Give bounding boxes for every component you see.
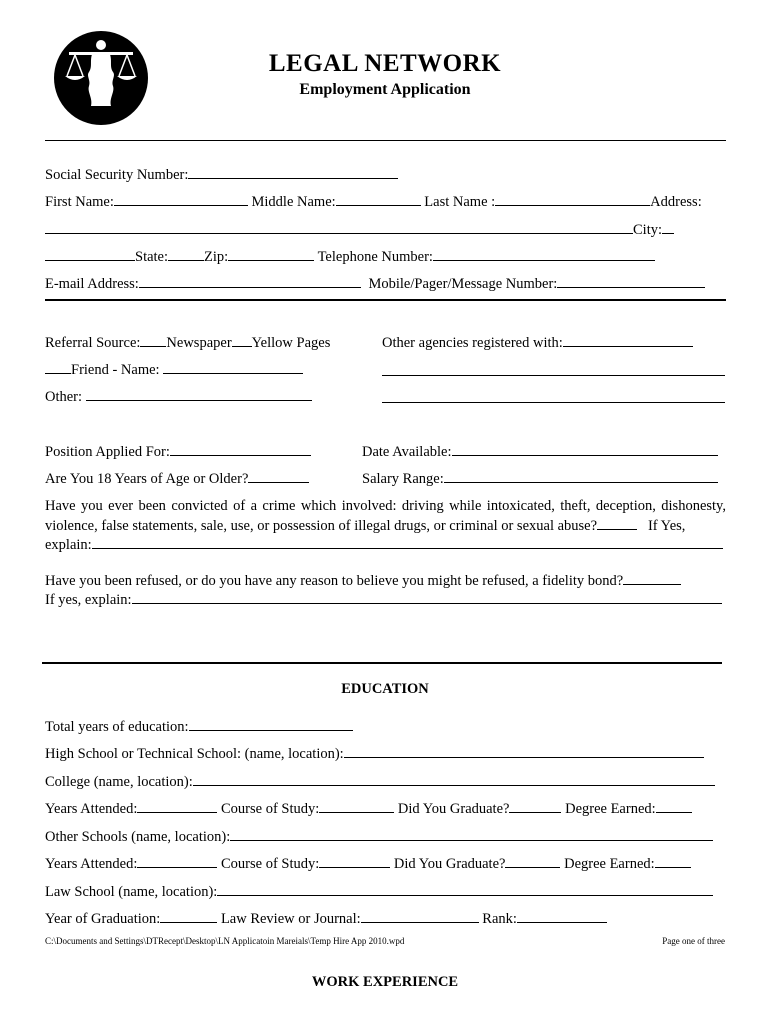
age-label: Are You 18 Years of Age or Older? [45, 471, 249, 487]
graduate-field[interactable] [509, 799, 561, 813]
college-details-row [45, 799, 692, 818]
rank-label: Rank: [482, 911, 517, 927]
bond-explain-row [45, 590, 722, 609]
position-row [45, 442, 311, 461]
mobile-label: Mobile/Pager/Message Number: [368, 276, 558, 292]
crime-question [45, 497, 726, 535]
email-label: E-mail Address: [45, 276, 139, 292]
other-agencies-row [382, 333, 693, 352]
ssn-label: Social Security Number: [45, 167, 189, 183]
total-years-field[interactable] [189, 717, 353, 731]
course-label: Course of Study: [221, 801, 320, 817]
law-school-label: Law School (name, location): [45, 884, 218, 900]
years-attended-field-2[interactable] [137, 854, 217, 868]
middle-name-field[interactable] [336, 192, 421, 206]
telephone-field[interactable] [433, 247, 655, 261]
other-row [45, 387, 312, 406]
high-school-field[interactable] [344, 744, 704, 758]
bond-answer-field[interactable] [623, 571, 681, 585]
bond-explain-label: If yes, explain: [45, 592, 132, 608]
other-schools-label: Other Schools (name, location): [45, 829, 231, 845]
telephone-label: Telephone Number: [317, 249, 433, 265]
bond-question-text: Have you been refused, or do you have any reason to believe you might be refused, a fidelity bond? [45, 573, 624, 589]
referral-row [45, 333, 330, 352]
friend-row [45, 360, 303, 379]
bond-explain-field[interactable] [132, 590, 722, 604]
other-agencies-line-3[interactable] [382, 402, 725, 403]
age-row [45, 469, 309, 488]
high-school-row [45, 744, 704, 763]
city-field-cont[interactable] [45, 247, 135, 261]
degree-label: Degree Earned: [565, 801, 656, 817]
crime-explain-row [45, 535, 723, 554]
date-available-label: Date Available: [362, 444, 452, 460]
newspaper-check[interactable] [140, 333, 166, 347]
salary-label: Salary Range: [362, 471, 444, 487]
name-row [45, 192, 702, 211]
zip-label: Zip: [204, 249, 229, 265]
if-yes-label: If Yes, [647, 517, 686, 534]
graduate-field-2[interactable] [505, 854, 560, 868]
state-field[interactable] [168, 247, 204, 261]
age-field[interactable] [248, 469, 309, 483]
friend-name-field[interactable] [163, 360, 303, 374]
mobile-field[interactable] [557, 274, 705, 288]
crime-explain-field[interactable] [92, 535, 723, 549]
ssn-field[interactable] [188, 165, 398, 179]
footer-page-number: Page one of three [662, 936, 725, 946]
total-years-label: Total years of education: [45, 719, 189, 735]
first-name-label: First Name: [45, 194, 114, 210]
section-divider-2 [42, 662, 722, 664]
friend-check[interactable] [45, 360, 71, 374]
date-available-field[interactable] [452, 442, 718, 456]
other-schools-details-row [45, 854, 691, 873]
ssn-row [45, 165, 398, 184]
rank-field[interactable] [517, 909, 607, 923]
work-experience-heading: WORK EXPERIENCE [311, 974, 459, 990]
section-divider-1 [45, 299, 726, 301]
address-field[interactable] [45, 220, 633, 234]
graduate-label-2: Did You Graduate? [393, 856, 506, 872]
address-label: Address: [650, 194, 702, 210]
years-attended-label-2: Years Attended: [45, 856, 138, 872]
first-name-field[interactable] [114, 192, 248, 206]
year-grad-label: Year of Graduation: [45, 911, 161, 927]
college-row [45, 772, 715, 791]
last-name-field[interactable] [495, 192, 650, 206]
degree-field[interactable] [656, 799, 692, 813]
other-agencies-line-2[interactable] [382, 375, 725, 376]
education-heading: EDUCATION [341, 681, 429, 697]
year-grad-field[interactable] [160, 909, 217, 923]
position-field[interactable] [170, 442, 311, 456]
graduate-label: Did You Graduate? [397, 801, 510, 817]
email-field[interactable] [139, 274, 361, 288]
middle-name-label: Middle Name: [251, 194, 336, 210]
degree-field-2[interactable] [655, 854, 691, 868]
course-field-2[interactable] [319, 854, 390, 868]
address-row [45, 220, 674, 239]
course-label-2: Course of Study: [221, 856, 320, 872]
course-field[interactable] [319, 799, 394, 813]
years-attended-label: Years Attended: [45, 801, 138, 817]
other-label: Other: [45, 389, 83, 405]
other-agencies-field[interactable] [563, 333, 693, 347]
referral-source-label: Referral Source: [45, 335, 141, 351]
city-label: City: [633, 222, 663, 238]
zip-field[interactable] [228, 247, 314, 261]
bond-row [45, 571, 681, 590]
position-label: Position Applied For: [45, 444, 170, 460]
email-row [45, 274, 705, 293]
other-schools-field[interactable] [230, 827, 713, 841]
salary-row [362, 469, 718, 488]
crime-answer-field[interactable] [597, 516, 637, 530]
college-field[interactable] [193, 772, 715, 786]
other-schools-row [45, 827, 713, 846]
yellow-pages-check[interactable] [232, 333, 252, 347]
law-school-field[interactable] [217, 882, 713, 896]
newspaper-label: Newspaper [166, 335, 232, 351]
last-name-label: Last Name : [424, 194, 496, 210]
header-divider [45, 140, 726, 141]
friend-label: Friend - Name: [71, 362, 160, 378]
date-available-row [362, 442, 718, 461]
yellow-pages-label: Yellow Pages [251, 335, 331, 351]
page-subtitle: Employment Application [299, 81, 471, 98]
city-field[interactable] [662, 220, 674, 234]
college-label: College (name, location): [45, 774, 193, 790]
logo [53, 30, 149, 126]
state-label: State: [135, 249, 169, 265]
other-field[interactable] [86, 387, 312, 401]
other-agencies-label: Other agencies registered with: [382, 335, 563, 351]
footer-file-path: C:\Documents and Settings\DTRecept\Desktop\LN Applicatoin Mareials\Temp Hire App 2010.wpd [45, 936, 405, 946]
state-row [45, 247, 655, 266]
high-school-label: High School or Technical School: (name, location): [45, 746, 344, 762]
law-review-field[interactable] [361, 909, 479, 923]
years-attended-field[interactable] [137, 799, 217, 813]
salary-field[interactable] [444, 469, 718, 483]
total-years-row [45, 717, 353, 736]
scales-of-justice-icon [53, 30, 149, 126]
law-details-row [45, 909, 607, 928]
page-title: LEGAL NETWORK [268, 50, 502, 77]
crime-explain-label: explain: [45, 537, 92, 553]
degree-label-2: Degree Earned: [564, 856, 655, 872]
law-review-label: Law Review or Journal: [220, 911, 361, 927]
law-school-row [45, 882, 713, 901]
crime-question-text: Have you ever been convicted of a crime which involved: driving while intoxicated, theft, deception, dishonesty, violence, false statements, sale, use, or possession of illegal drugs, or criminal or sexual abuse? [45, 498, 726, 534]
